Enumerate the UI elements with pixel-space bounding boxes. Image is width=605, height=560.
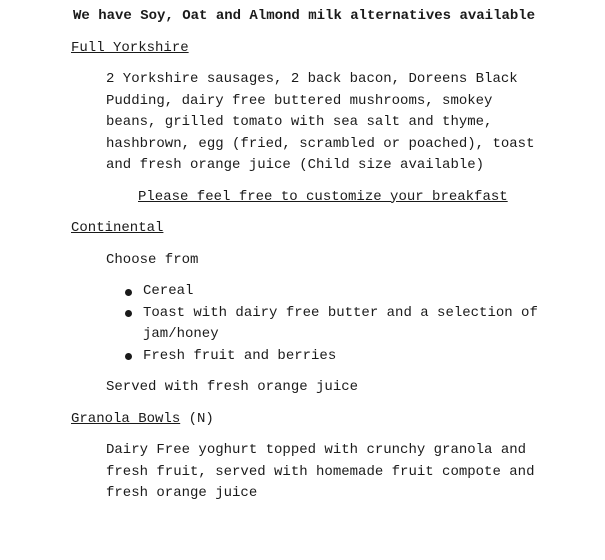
continental-heading-text: Continental <box>71 220 164 236</box>
bullet-icon <box>125 289 132 296</box>
description-line: fresh orange juice <box>106 485 258 501</box>
bullet-icon <box>125 310 132 317</box>
full-yorkshire-heading-text: Full Yorkshire <box>71 39 189 56</box>
full-yorkshire-description <box>106 69 605 177</box>
list-item-line: Fresh fruit and berries <box>143 347 337 364</box>
description-line: Pudding, dairy free buttered mushrooms, smokey <box>106 92 493 109</box>
customize-breakfast-note: Please feel free to customize your breakfast <box>138 188 508 205</box>
list-item-line: Toast with dairy free butter and a selection of <box>143 304 538 321</box>
description-line: and fresh orange juice (Child size available) <box>106 157 485 173</box>
description-line: fresh fruit, served with homemade fruit compote and <box>106 463 535 480</box>
description-line: beans, grilled tomato with sea salt and thyme, <box>106 114 493 130</box>
continental-options-list <box>0 281 605 367</box>
list-item-line: Cereal <box>143 283 194 299</box>
granola-bowls-description <box>106 440 605 505</box>
section-heading-full-yorkshire <box>71 38 605 60</box>
continental-intro: Choose from <box>106 251 199 268</box>
section-heading-granola-bowls <box>71 409 605 431</box>
description-line: 2 Yorkshire sausages, 2 back bacon, Doreens Black <box>106 71 518 87</box>
section-heading-continental <box>71 218 605 240</box>
list-item <box>143 303 605 346</box>
description-line: Dairy Free yoghurt topped with crunchy granola and <box>106 442 527 458</box>
list-item-line: jam/honey <box>143 326 219 342</box>
list-item <box>143 281 605 303</box>
granola-bowls-heading-suffix: (N) <box>188 410 214 427</box>
list-item <box>143 346 605 368</box>
bullet-icon <box>125 353 132 360</box>
granola-bowls-heading-text: Granola Bowls <box>71 410 181 427</box>
description-line: hashbrown, egg (fried, scrambled or poached), toast <box>106 135 535 152</box>
milk-alternatives-note: We have Soy, Oat and Almond milk alternatives available <box>73 8 536 24</box>
continental-outro: Served with fresh orange juice <box>106 379 359 395</box>
